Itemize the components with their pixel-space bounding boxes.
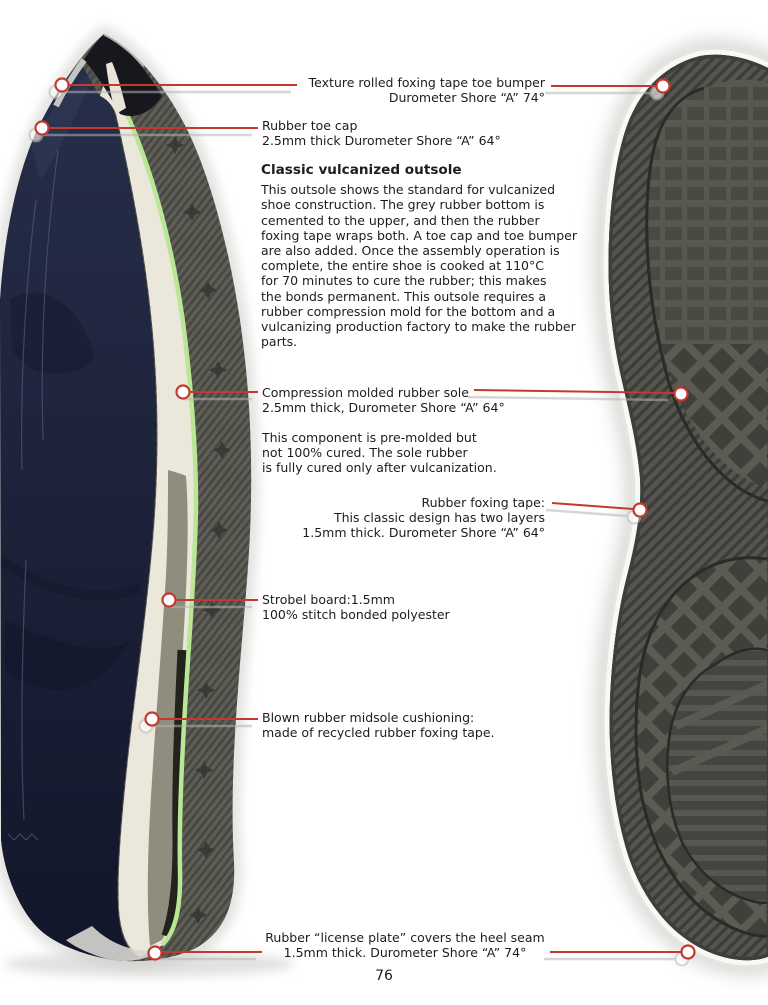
section-title: Classic vulcanized outsole bbox=[261, 162, 462, 178]
text-line: This component is pre-molded but bbox=[262, 430, 477, 445]
text-line: made of recycled rubber foxing tape. bbox=[262, 725, 495, 741]
text-line: is fully cured only after vulcanization. bbox=[262, 460, 497, 476]
text-line: for 70 minutes to cure the rubber; this makes bbox=[261, 273, 547, 289]
text-line: cemented to the upper, and then the rubber bbox=[261, 212, 540, 228]
text-line: 100% stitch bonded polyester bbox=[262, 607, 450, 623]
callout-toe-bumper bbox=[245, 75, 545, 105]
text-line: complete, the entire shoe is cooked at 110°C bbox=[261, 258, 544, 274]
leader-midsole bbox=[146, 713, 259, 726]
text-line: the bonds permanent. This outsole requires a bbox=[261, 288, 547, 304]
text-line: Texture rolled foxing tape toe bumper bbox=[308, 75, 545, 90]
text-line: This outsole shows the standard for vulcanized bbox=[261, 182, 556, 198]
callout-license-plate bbox=[258, 930, 552, 960]
text-line: rubber compression mold for the bottom and a bbox=[261, 303, 556, 319]
text-line: not 100% cured. The sole rubber bbox=[262, 445, 468, 461]
callout-sole-note bbox=[262, 430, 497, 476]
text-line: 1.5mm thick. Durometer Shore “A” 64° bbox=[302, 525, 545, 541]
text-line: vulcanizing production factory to make the rubber bbox=[261, 319, 576, 335]
text-line: 2.5mm thick, Durometer Shore “A” 64° bbox=[262, 400, 505, 416]
text-line: 2.5mm thick Durometer Shore “A” 64° bbox=[262, 133, 501, 149]
text-line: parts. bbox=[261, 334, 298, 350]
text-line: shoe construction. The grey rubber bottom is bbox=[261, 197, 545, 213]
callout-toe-cap bbox=[262, 118, 501, 148]
text-line: This classic design has two layers bbox=[334, 510, 545, 526]
text-line: Compression molded rubber sole bbox=[262, 385, 469, 400]
text-line: Blown rubber midsole cushioning: bbox=[262, 710, 475, 725]
callout-strobel bbox=[262, 592, 450, 622]
leader-toe-cap bbox=[36, 122, 259, 135]
text-line: Rubber toe cap bbox=[262, 118, 358, 133]
text-line: Strobel board:1.5mm bbox=[262, 592, 395, 607]
intro-section bbox=[261, 163, 577, 349]
text-line: Durometer Shore “A” 74° bbox=[388, 90, 545, 106]
callout-foxing-tape bbox=[245, 495, 545, 541]
callout-sole bbox=[262, 385, 505, 415]
text-line: foxing tape wraps both. A toe cap and toe bumper bbox=[261, 227, 577, 243]
leader-strobel bbox=[163, 594, 259, 607]
page-number: 76 bbox=[375, 968, 393, 984]
callout-midsole bbox=[262, 710, 494, 740]
text-line: are also added. Once the assembly operation is bbox=[261, 243, 560, 259]
text-line: 1.5mm thick. Durometer Shore “A” 74° bbox=[283, 945, 527, 961]
text-line: Rubber “license plate” covers the heel seam bbox=[265, 930, 545, 945]
text-line: Rubber foxing tape: bbox=[421, 495, 545, 510]
